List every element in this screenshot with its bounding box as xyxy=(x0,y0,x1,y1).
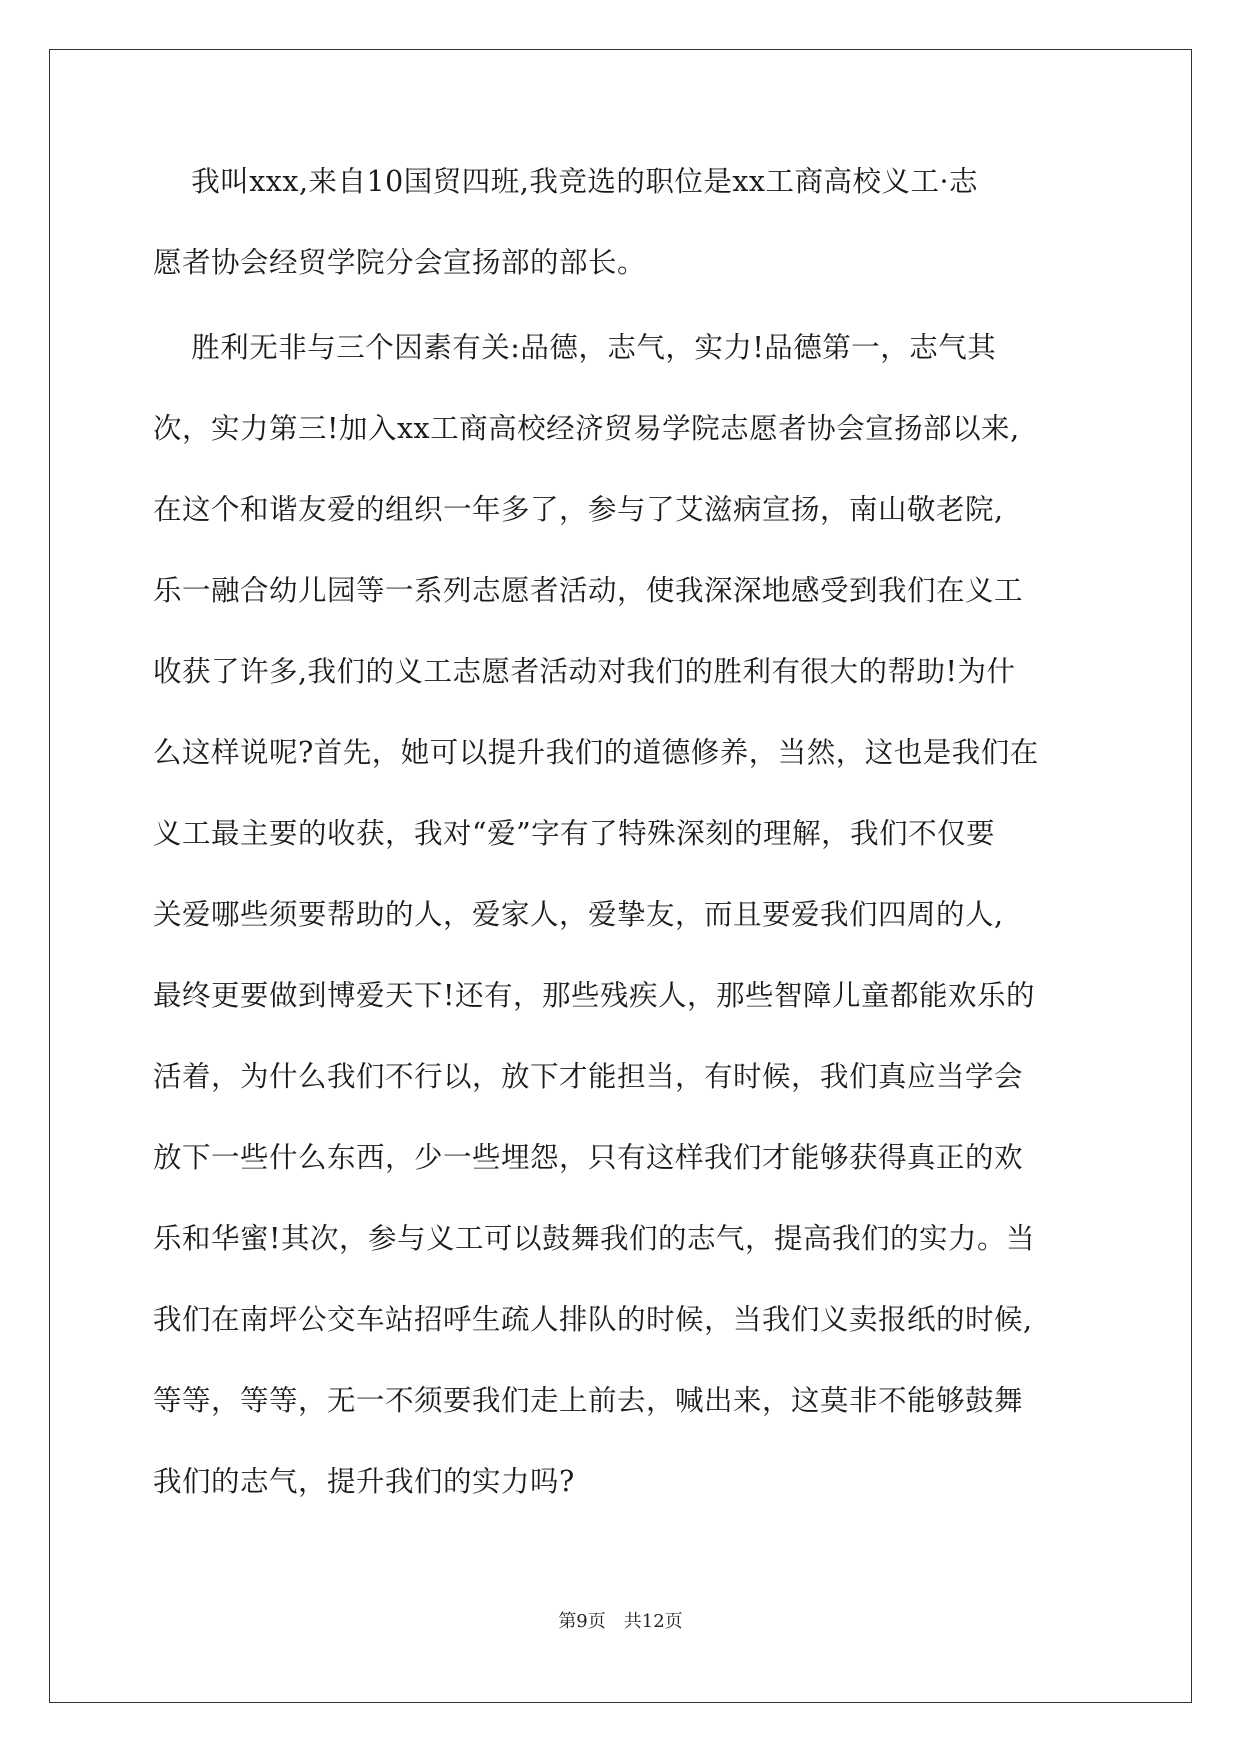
text-line: 我们在南坪公交车站招呼生疏人排队的时候，当我们义卖报纸的时候, xyxy=(153,1303,1033,1336)
text-line: 次，实力第三!加入xx工商高校经济贸易学院志愿者协会宣扬部以来, xyxy=(153,412,1020,445)
text-line: 愿者协会经贸学院分会宣扬部的部长。 xyxy=(153,246,647,279)
text-line: 乐一融合幼儿园等一系列志愿者活动，使我深深地感受到我们在义工 xyxy=(153,574,1024,607)
text-line: 我们的志气，提升我们的实力吗? xyxy=(153,1465,575,1498)
text-line: 我叫xxx,来自10国贸四班,我竞选的职位是xx工商高校义工·志 xyxy=(153,165,979,198)
text-line: 放下一些什么东西，少一些埋怨，只有这样我们才能够获得真正的欢 xyxy=(153,1141,1024,1174)
text-line: 胜利无非与三个因素有关:品德，志气，实力!品德第一，志气其 xyxy=(153,331,997,364)
text-line: 等等，等等，无一不须要我们走上前去，喊出来，这莫非不能够鼓舞 xyxy=(153,1384,1024,1417)
text-line: 关爱哪些须要帮助的人，爱家人，爱挚友，而且要爱我们四周的人, xyxy=(153,898,1004,931)
text-line: 收获了许多,我们的义工志愿者活动对我们的胜利有很大的帮助!为什 xyxy=(153,655,1016,688)
text-line: 最终更要做到博爱天下!还有，那些残疾人，那些智障儿童都能欢乐的 xyxy=(153,979,1035,1012)
text-line: 么这样说呢?首先，她可以提升我们的道德修养，当然，这也是我们在 xyxy=(153,736,1039,769)
text-line: 义工最主要的收获，我对“爱”字有了特殊深刻的理解，我们不仅要 xyxy=(153,817,996,850)
document-body xyxy=(153,162,1083,1543)
page-footer: 第9页 共12页 xyxy=(558,1611,683,1632)
text-line: 乐和华蜜!其次，参与义工可以鼓舞我们的志气，提高我们的实力。当 xyxy=(153,1222,1035,1255)
text-line: 活着，为什么我们不行以，放下才能担当，有时候，我们真应当学会 xyxy=(153,1060,1024,1093)
text-line: 在这个和谐友爱的组织一年多了，参与了艾滋病宣扬，南山敬老院, xyxy=(153,493,1004,526)
